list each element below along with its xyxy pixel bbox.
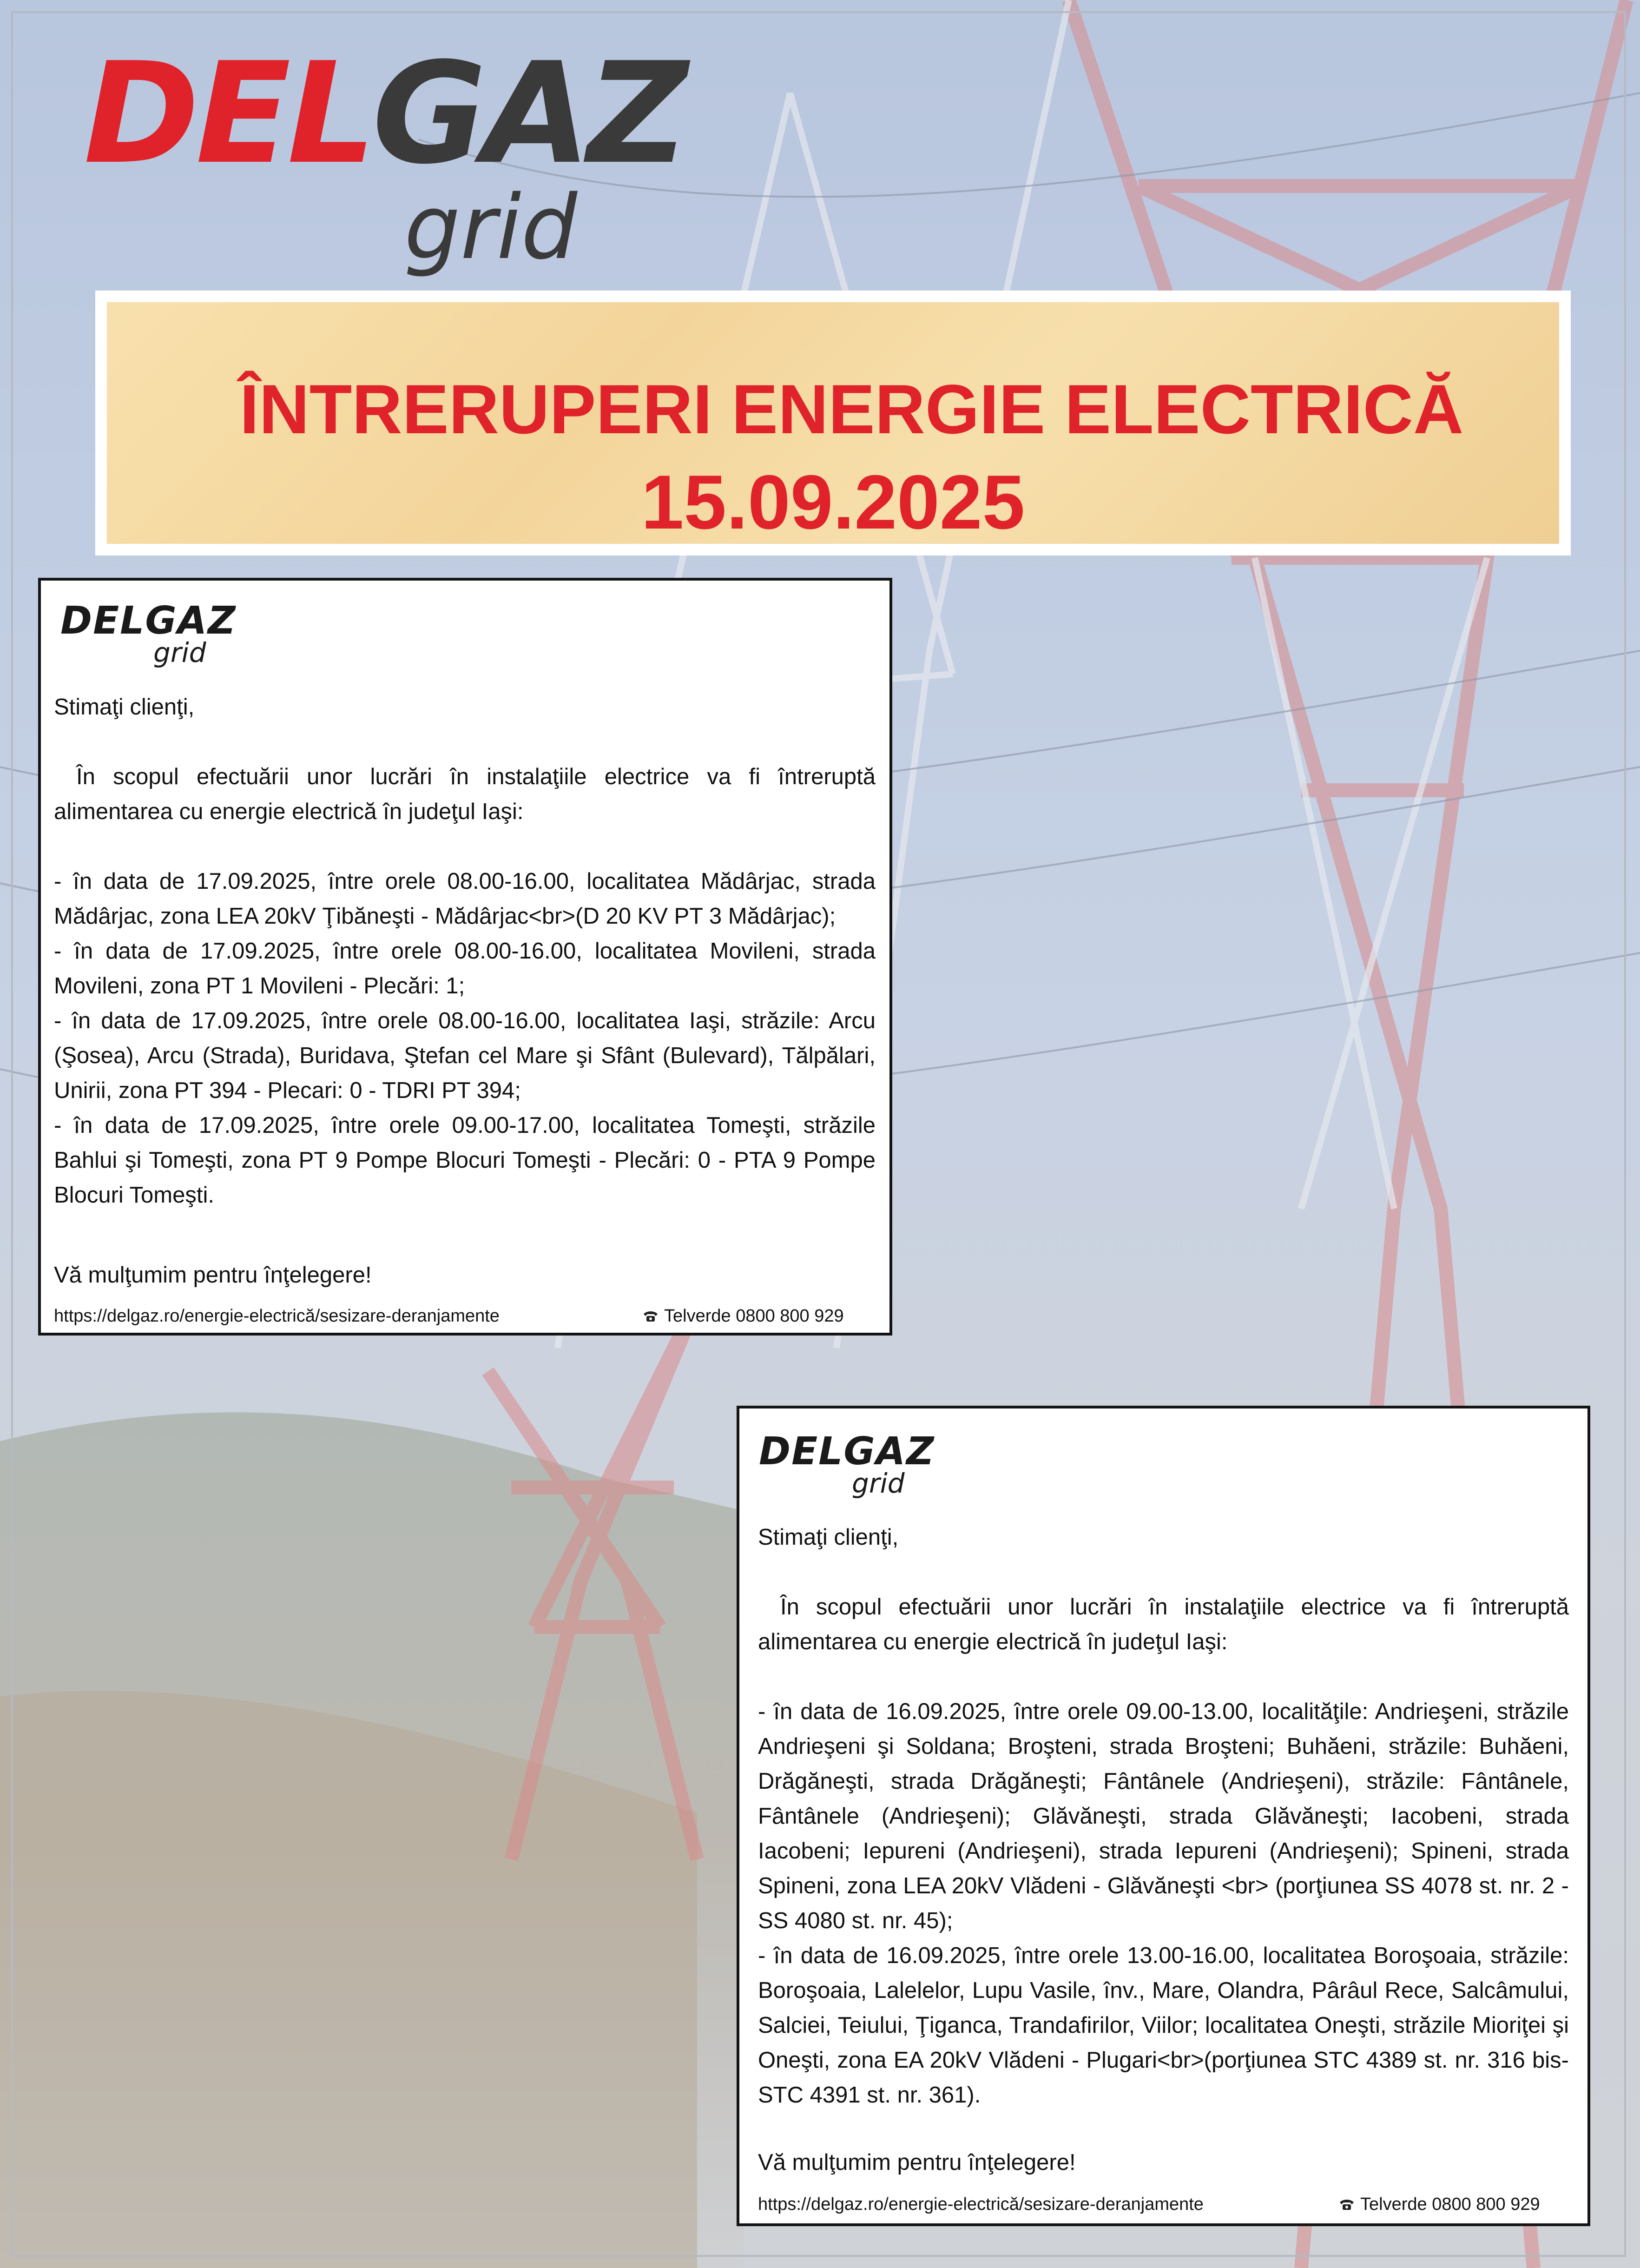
telverde-phone: Telverde 0800 800 929 [643,1306,844,1326]
outage-notice-2 [737,1406,1590,2226]
notice-logo-word: DELGAZ [759,1429,935,1474]
brand-wordmark: DELGAZ [84,33,685,195]
notice-item: - în data de 16.09.2025, între orele 13.00-16.00, localitatea Boroşoaia, străzile: Boroşoaia, Lalelelor, Lupu Vasile, înv., Mare, Olandra, Pârâul Rece, Salcâmului, Salciei, Teiului, Ţiganca, Trandafirilor, Viilor; localitatea Oneşti, străzile Mioriţei şi Oneşti, zona EA 20kV Vlădeni - Plugari<br>(porţiunea STC 4389 st. nr. 316 bis-STC 4391 st. nr. 361). [758,1943,1569,2108]
notice-item: - în data de 17.09.2025, între orele 08.00-16.00, localitatea Movileni, strada Movileni, zona PT 1 Movileni - Plecări: 1; [54,939,876,998]
sesizare-link[interactable]: https://delgaz.ro/energie-electrică/sesizare-deranjamente [54,1306,500,1326]
notice-item: - în data de 17.09.2025, între orele 08.00-16.00, localitatea Mădârjac, strada Mădârjac, zona LEA 20kV Ţibăneşti - Mădârjac<br>(D 20 KV PT 3 Mădârjac); [54,869,876,929]
notice-greeting: Stimaţi clienţi, [758,1525,899,1550]
notice-thanks: Vă mulţumim pentru înţelegere! [54,1263,372,1288]
brand-logo [84,33,685,279]
notice-item: - în data de 16.09.2025, între orele 09.00-13.00, localităţile: Andrieşeni, străzile Andrieşeni şi Soldana; Broşteni, strada Broşteni; Buhăeni, străzile: Buhăeni, Drăgăneşti, strada Drăgăneşti; Fântânele (Andrieşeni), străzile: Fântânele, Fântânele (Andrieşeni); Glăvăneşti, strada Glăvăneşti; Iacobeni, strada Iacobeni; Iepureni (Andrieşeni), strada Iepureni (Andrieşeni); Spineni, strada Spineni, zona LEA 20kV Vlădeni - Glăvăneşti <br> (porţiunea SS 4078 st. nr. 2 - SS 4080 st. nr. 45); [758,1699,1569,1933]
notice-greeting: Stimaţi clienţi, [54,694,195,720]
outage-notice-1 [38,578,892,1336]
notice-item: - în data de 17.09.2025, între orele 09.00-17.00, localitatea Tomeşti, străzile Bahlui şi Tomeşti, zona PT 9 Pompe Blocuri Tomeşti - Plecări: 0 - PTA 9 Pompe Blocuri Tomeşti. [54,1113,876,1208]
brand-sub: grid [404,176,578,279]
notice-thanks: Vă mulţumim pentru înţelegere! [758,2150,1076,2175]
notice-item: - în data de 17.09.2025, între orele 08.00-16.00, localitatea Iaşi, străzile: Arcu (Şosea), Arcu (Strada), Buridava, Ştefan cel Mare şi Sfânt (Bulevard), Tălpălari, Unirii, zona PT 394 - Plecari: 0 - TDRI PT 394; [54,1008,876,1103]
sesizare-link[interactable]: https://delgaz.ro/energie-electrică/sesizare-deranjamente [758,2195,1204,2214]
telverde-phone: Telverde 0800 800 929 [1339,2194,1540,2215]
phone-icon [1339,2199,1355,2211]
notice-logo [60,600,256,670]
page-date: 15.09.2025 [641,459,1025,545]
title-banner [95,291,1571,555]
notice-logo [759,1431,954,1501]
notice-intro: În scopul efectuării unor lucrări în instalaţiile electrice va fi întreruptă alimentarea cu energie electrică în judeţul Iaşi: [54,764,876,824]
notice-logo-sub: grid [153,637,206,668]
notice-logo-word: DELGAZ [60,599,237,643]
notice-intro: În scopul efectuării unor lucrări în instalaţiile electrice va fi întreruptă alimentarea cu energie electrică în judeţul Iaşi: [758,1594,1569,1654]
page-title: ÎNTRERUPERI ENERGIE ELECTRICĂ [239,370,1464,448]
notice-logo-sub: grid [852,1468,905,1499]
phone-icon [643,1310,659,1322]
